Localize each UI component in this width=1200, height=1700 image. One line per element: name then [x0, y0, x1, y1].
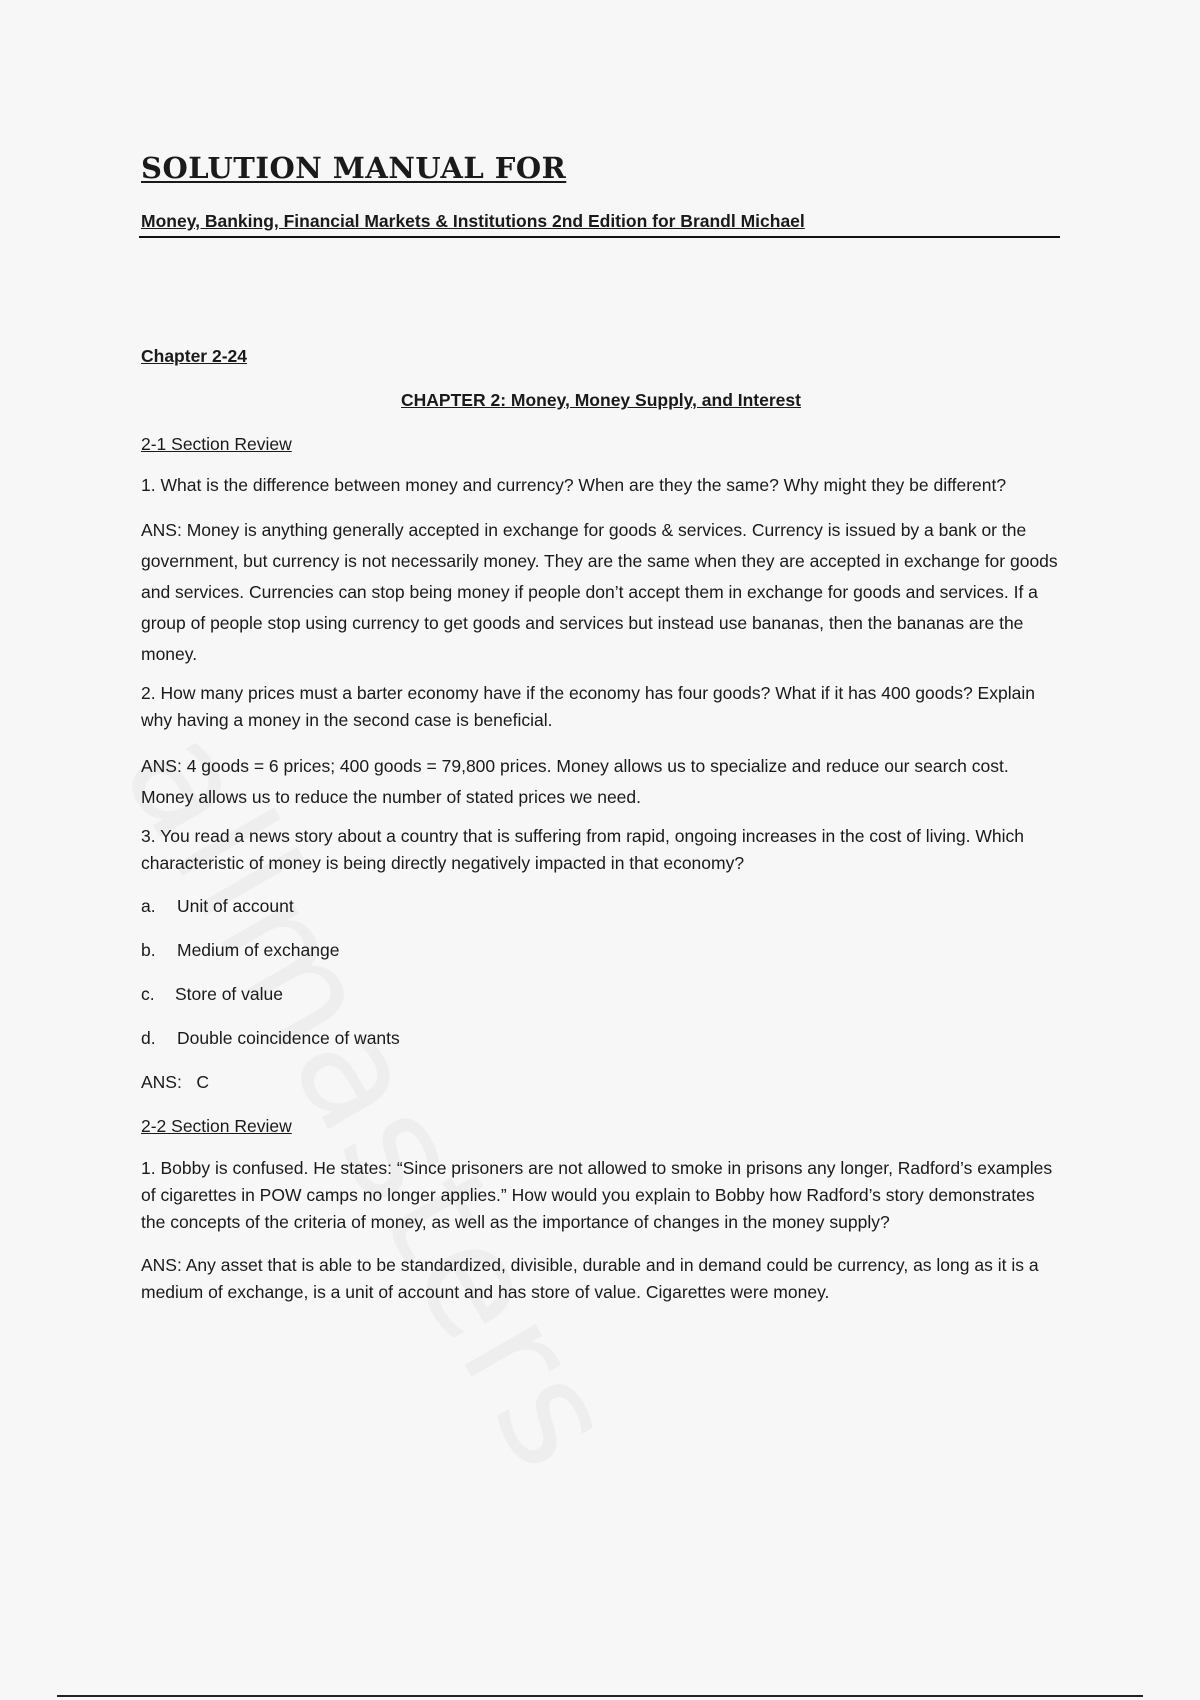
option-text: Double coincidence of wants [177, 1028, 400, 1048]
question-2-1-3: 3. You read a news story about a country that is suffering from rapid, ongoing increases in the cost of living. Which characteristic of money is being directly negatively impacted in that economy? [141, 826, 1024, 873]
footer-divider [57, 1695, 1143, 1697]
option-d [141, 1027, 1061, 1049]
option-c [141, 983, 1061, 1005]
option-letter: a. [141, 896, 156, 916]
chapter-heading: CHAPTER 2: Money, Money Supply, and Interest [401, 390, 801, 410]
option-letter: d. [141, 1028, 156, 1048]
option-letter: c. [141, 984, 155, 1004]
section-label-2-2: 2-2 Section Review [141, 1116, 292, 1136]
option-text: Medium of exchange [177, 940, 340, 960]
option-a [141, 895, 1061, 917]
question-2-1-2: 2. How many prices must a barter economy have if the economy has four goods? What if it has 400 goods? Explain why having a money in the second case is beneficial. [141, 683, 1035, 730]
option-text: Unit of account [177, 896, 294, 916]
document-page [141, 148, 1061, 1306]
question-2-1-1: 1. What is the difference between money and currency? When are they the same? Why might they be different? [141, 475, 1007, 495]
question-2-2-1: 1. Bobby is confused. He states: “Since prisoners are not allowed to smoke in prisons any longer, Radford’s examples of cigarettes in POW camps no longer applies.” How would you explain to Bobby how Radford’s story demonstrates the concepts of the criteria of money, as well as the importance of changes in the money supply? [141, 1158, 1053, 1232]
option-letter: b. [141, 940, 156, 960]
answer-2-2-1: ANS: Any asset that is able to be standardized, divisible, durable and in demand could be currency, as long as it is a medium of exchange, is a unit of account and has store of value. Cigarettes were money. [141, 1255, 1039, 1302]
option-b [141, 939, 1061, 961]
document-subtitle: Money, Banking, Financial Markets & Institutions 2nd Edition for Brandl Michael [141, 211, 805, 231]
document-title: SOLUTION MANUAL FOR [141, 151, 567, 185]
answer-2-1-2: ANS: 4 goods = 6 prices; 400 goods = 79,800 prices. Money allows us to specialize and reduce our search cost. Money allows us to reduce the number of stated prices we need. [141, 756, 1009, 807]
answer-2-1-3: ANS: C [141, 1072, 210, 1092]
section-label-2-1: 2-1 Section Review [141, 434, 292, 454]
chapter-label: Chapter 2-24 [141, 346, 248, 366]
title-divider [139, 236, 1060, 238]
option-text: Store of value [175, 984, 283, 1004]
answer-2-1-1: ANS: Money is anything generally accepted in exchange for goods & services. Currency is issued by a bank or the government, but currency is not necessarily money. They are the same when they are accepted in exchange for goods and services. Currencies can stop being money if people don’t accept them in exchange for goods and services. If a group of people stop using currency to get goods and services but instead use bananas, then the bananas are the money. [141, 520, 1058, 664]
